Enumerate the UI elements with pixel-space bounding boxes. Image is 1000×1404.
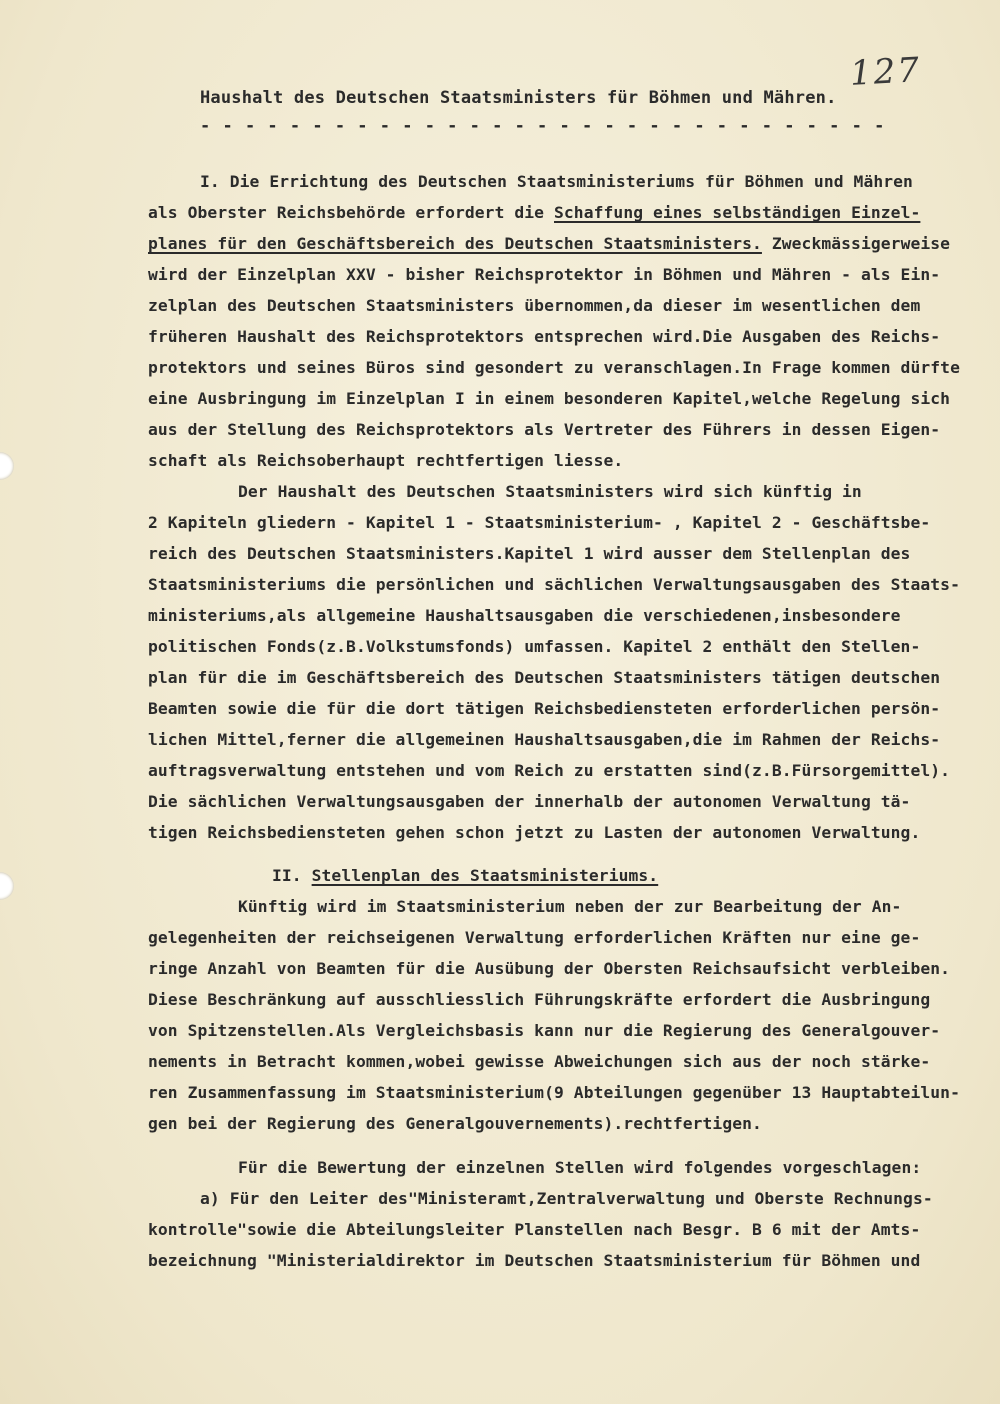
document-title: Haushalt des Deutschen Staatsministers für Böhmen und Mähren.: [200, 88, 837, 108]
section-heading: [272, 866, 658, 886]
text-line: Der Haushalt des Deutschen Staatsministers wird sich künftig in: [238, 482, 862, 501]
text-line: ringe Anzahl von Beamten für die Ausübung der Obersten Reichsaufsicht verbleiben.: [148, 959, 951, 978]
section-number: II.: [272, 866, 302, 885]
text-line: von Spitzenstellen.Als Vergleichsbasis kann nur die Regierung des Generalgouver-: [148, 1021, 941, 1040]
text-line: auftragsverwaltung entstehen und vom Reich zu erstatten sind(z.B.Fürsorgemittel).: [148, 761, 951, 780]
text-line: aus der Stellung des Reichsprotektors als Vertreter des Führers in dessen Eigen-: [148, 420, 941, 439]
text-run: als Oberster Reichsbehörde erfordert die: [148, 203, 545, 222]
text-line: wird der Einzelplan XXV - bisher Reichsprotektor in Böhmen und Mähren - als Ein-: [148, 265, 941, 284]
text-line: Die sächlichen Verwaltungsausgaben der innerhalb der autonomen Verwaltung tä-: [148, 792, 911, 811]
text-line: Diese Beschränkung auf ausschliesslich Führungskräfte erfordert die Ausbringung: [148, 990, 931, 1009]
folio-number: 127: [849, 50, 922, 94]
punch-hole: [0, 872, 14, 900]
text-line: protektors und seines Büros sind gesondert zu veranschlagen.In Frage kommen dürfte: [148, 358, 960, 377]
text-line: kontrolle"sowie die Abteilungsleiter Planstellen nach Besgr. B 6 mit der Amts-: [148, 1220, 921, 1239]
text-line: 2 Kapiteln gliedern - Kapitel 1 - Staatsministerium- , Kapitel 2 - Geschäftsbe-: [148, 513, 931, 532]
text-line: lichen Mittel,ferner die allgemeinen Haushaltsausgaben,die im Rahmen der Reichs-: [148, 730, 941, 749]
text-line: tigen Reichsbediensteten gehen schon jetzt zu Lasten der autonomen Verwaltung.: [148, 823, 921, 842]
text-line: ren Zusammenfassung im Staatsministerium(9 Abteilungen gegenüber 13 Hauptabteilun-: [148, 1083, 960, 1102]
title-rule: - - - - - - - - - - - - - - - - - - - - - - - - - - - - - - -: [200, 116, 886, 136]
text-line: gelegenheiten der reichseigenen Verwaltung erforderlichen Kräften nur eine ge-: [148, 928, 921, 947]
text-line: nements in Betracht kommen,wobei gewisse Abweichungen sich aus der noch stärke-: [148, 1052, 931, 1071]
text-run: Zweckmässigerweise: [771, 234, 951, 253]
text-line: [148, 203, 920, 223]
punch-hole: [0, 452, 14, 480]
text-line: ministeriums,als allgemeine Haushaltsausgaben die verschiedenen,insbesondere: [148, 606, 901, 625]
text-line: früheren Haushalt des Reichsprotektors entsprechen wird.Die Ausgaben des Reichs-: [148, 327, 941, 346]
text-line: reich des Deutschen Staatsministers.Kapitel 1 wird ausser dem Stellenplan des: [148, 544, 911, 563]
text-line: zelplan des Deutschen Staatsministers übernommen,da dieser im wesentlichen dem: [148, 296, 921, 315]
text-line: bezeichnung "Ministerialdirektor im Deutschen Staatsministerium für Böhmen und: [148, 1251, 921, 1270]
text-line: Beamten sowie die für die dort tätigen Reichsbediensteten erforderlichen persön-: [148, 699, 941, 718]
text-line: schaft als Reichsoberhaupt rechtfertigen liesse.: [148, 451, 624, 470]
text-line: gen bei der Regierung des Generalgouvernements).rechtfertigen.: [148, 1114, 762, 1133]
text-line: [148, 234, 950, 254]
text-line: Für die Bewertung der einzelnen Stellen wird folgendes vorgeschlagen:: [238, 1158, 922, 1177]
text-line: eine Ausbringung im Einzelplan I in einem besonderen Kapitel,welche Regelung sich: [148, 389, 951, 408]
underlined-text: planes für den Geschäftsbereich des Deutschen Staatsministers.: [148, 234, 762, 253]
underlined-text: Schaffung eines selbständigen Einzel-: [554, 203, 921, 222]
text-line: a) Für den Leiter des"Ministeramt,Zentralverwaltung und Oberste Rechnungs-: [200, 1189, 933, 1208]
text-line: plan für die im Geschäftsbereich des Deutschen Staatsministers tätigen deutschen: [148, 668, 941, 687]
text-line: Künftig wird im Staatsministerium neben der zur Bearbeitung der An-: [238, 897, 902, 916]
text-line: politischen Fonds(z.B.Volkstumsfonds) umfassen. Kapitel 2 enthält den Stellen-: [148, 637, 921, 656]
text-line: Staatsministeriums die persönlichen und sächlichen Verwaltungsausgaben des Staats-: [148, 575, 960, 594]
underlined-text: Stellenplan des Staatsministeriums.: [311, 866, 659, 885]
text-line: I. Die Errichtung des Deutschen Staatsministeriums für Böhmen und Mähren: [200, 172, 913, 191]
